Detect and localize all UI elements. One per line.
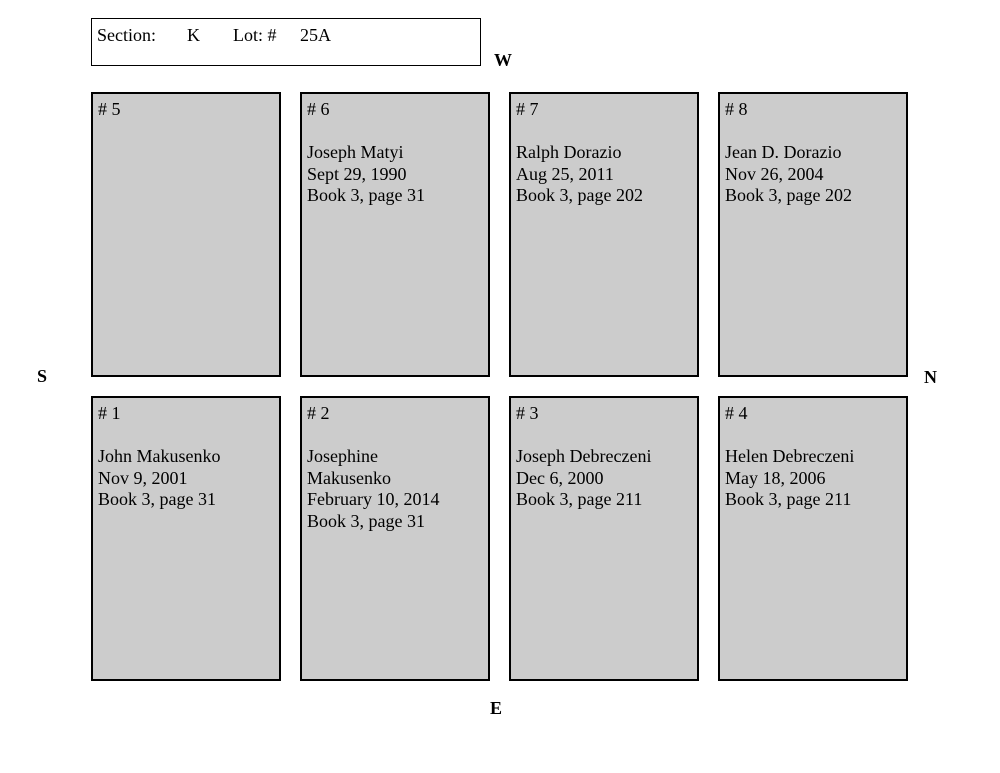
interment-date: Sept 29, 1990	[307, 163, 407, 184]
interment-name-last: Makusenko	[307, 467, 391, 488]
record-reference: Book 3, page 202	[725, 185, 852, 205]
plot-7	[509, 92, 699, 377]
record-reference: Book 3, page 31	[98, 489, 216, 509]
record-reference: Book 3, page 31	[307, 510, 425, 531]
plot-number: # 7	[516, 99, 539, 119]
interment-name: Joseph Matyi	[307, 142, 404, 162]
interment-name: Jean D. Dorazio	[725, 142, 842, 162]
plot-5	[91, 92, 281, 377]
interment-name: Ralph Dorazio	[516, 142, 622, 162]
plot-number: # 5	[98, 99, 121, 119]
plot-number: # 1	[98, 403, 121, 423]
plot-number: # 8	[725, 99, 748, 119]
interment-name: John Makusenko	[98, 446, 221, 466]
section-label: Section:	[97, 25, 156, 45]
compass-north-label: N	[924, 367, 937, 387]
section-value: K	[187, 25, 200, 45]
record-reference: Book 3, page 211	[725, 489, 852, 509]
interment-date: May 18, 2006	[725, 467, 826, 488]
interment-date: Aug 25, 2011	[516, 163, 614, 184]
plot-number: # 2	[307, 403, 330, 423]
compass-south-label: S	[37, 366, 48, 386]
record-reference: Book 3, page 202	[516, 185, 643, 205]
section-lot-box	[91, 18, 481, 66]
plot-number: # 4	[725, 403, 748, 423]
interment-date: Dec 6, 2000	[516, 467, 604, 488]
record-reference: Book 3, page 31	[307, 185, 425, 205]
interment-name: Joseph Debreczeni	[516, 446, 652, 466]
interment-date: February 10, 2014	[307, 489, 440, 509]
lot-label: Lot: #	[233, 25, 277, 45]
plot-number: # 3	[516, 403, 539, 423]
compass-west-label: W	[494, 50, 512, 70]
plot-8	[718, 92, 908, 377]
plot-6	[300, 92, 490, 377]
interment-name: Helen Debreczeni	[725, 446, 855, 466]
interment-date: Nov 26, 2004	[725, 163, 824, 184]
plot-4	[718, 396, 908, 681]
plot-number: # 6	[307, 99, 330, 119]
plot-1	[91, 396, 281, 681]
plot-2	[300, 396, 490, 681]
interment-name-first: Josephine	[307, 446, 378, 466]
lot-value: 25A	[300, 25, 331, 45]
record-reference: Book 3, page 211	[516, 489, 643, 509]
compass-east-label: E	[490, 698, 503, 718]
plot-3	[509, 396, 699, 681]
interment-date: Nov 9, 2001	[98, 467, 188, 488]
